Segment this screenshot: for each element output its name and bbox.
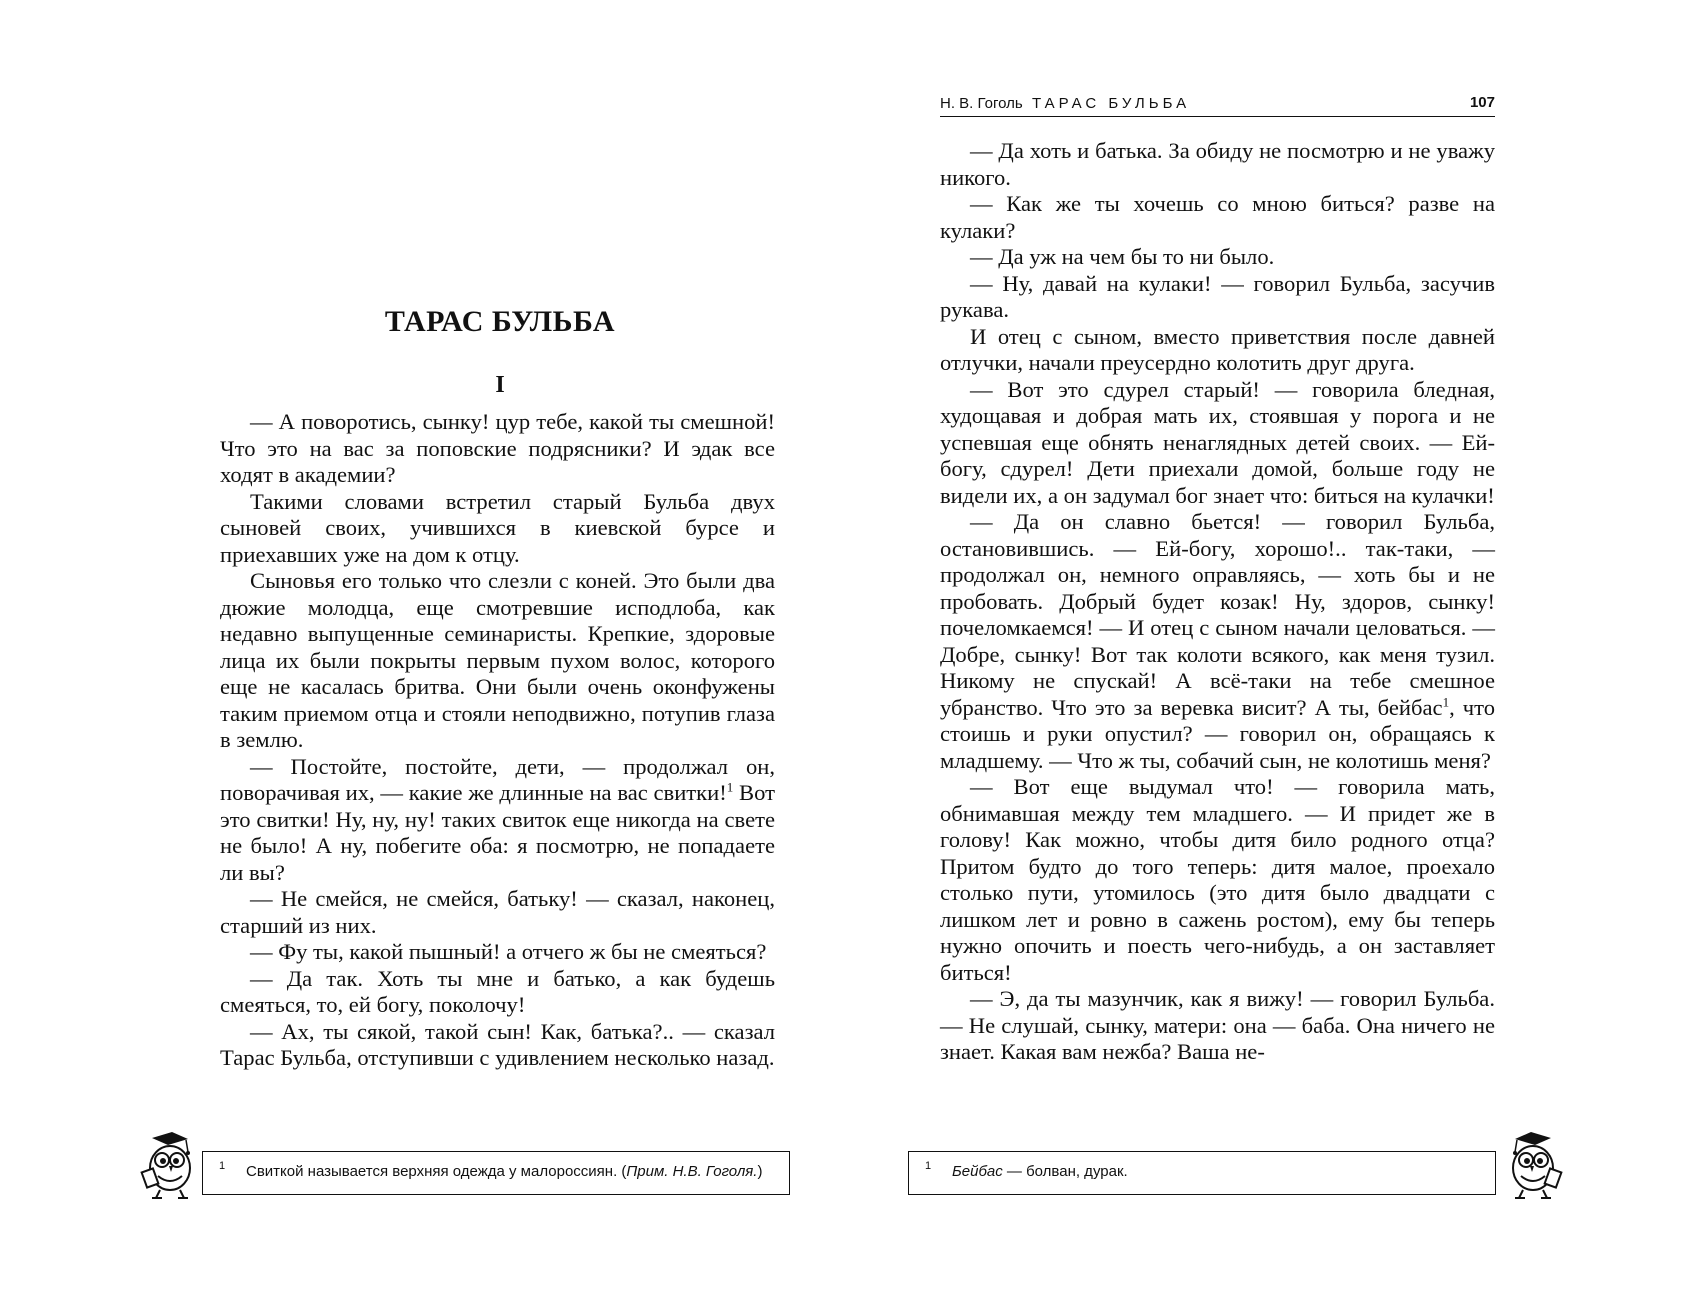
owl-scholar-icon — [1505, 1130, 1565, 1200]
paragraph — [940, 509, 1495, 774]
footnote-text-italic: Прим. Н.В. Гоголя. — [626, 1163, 758, 1180]
paragraph: — Вот это сдурел старый! — говорила бледная, худощавая и добрая мать их, стоявшая у порога и не успевшая еще обнять ненаглядных детей своих. — Ей-богу, сдурел! Дети приехали домой, больше году не видели их, а он задумал бог знает что: биться на кулачки! — [940, 376, 1495, 508]
paragraph: — Да уж на чем бы то ни было. — [970, 244, 1275, 269]
paragraph: — Фу ты, какой пышный! а отчего ж бы не смеяться? — [250, 939, 767, 964]
running-header — [940, 94, 1495, 117]
paragraph: — Не смейся, не смейся, батьку! — сказал, наконец, старший из них. — [220, 886, 775, 938]
paragraph-text: — Да он славно бьется! — говорил Бульба, остановившись. — Ей-богу, хорошо!.. так-таки, — продолжал он, немного оправляясь, — хоть бы и не пробовать. Добрый будет козак! Ну, здоров, сынку! почеломкаемся! — И отец с сыном начали целоваться. — Добре, сынку! Вот так колоти всякого, как меня тузил. Никому не спускай! А всё-таки на тебе смешное убранство. Что это за веревка висит? А ты, бейбас — [940, 509, 1495, 720]
paragraph-text: — Постойте, постойте, дети, — продолжал он, поворачивая их, — какие же длинные на вас свитки! — [220, 753, 775, 805]
paragraph: И отец с сыном, вместо приветствия после давней отлучки, начали преусердно колотить друг друга. — [940, 323, 1495, 375]
header-author: Н. В. Гоголь — [940, 95, 1023, 112]
right-text-column — [940, 138, 1495, 1066]
footnote — [202, 1151, 790, 1195]
footnote-text-main: Свиткой называется верхняя одежда у малороссиян. ( — [246, 1163, 627, 1180]
paragraph-text: Вот это свитки! Ну, ну, ну! таких свиток еще никогда на свете не было! А ну, побегите оба: я посмотрю, не попадаете ли вы? — [220, 780, 775, 885]
right-page — [845, 0, 1690, 1312]
paragraph: Такими словами встретил старый Бульба двух сыновей своих, учившихся в киевской бурсе и приехавших уже на дом к отцу. — [220, 488, 775, 567]
footnote-text-close: ) — [757, 1163, 763, 1180]
paragraph: — Ах, ты сякой, такой сын! Как, батька?.. — сказал Тарас Бульба, отступивши с удивлением несколько назад. — [220, 1018, 775, 1070]
chapter-number: I — [495, 372, 505, 398]
footnote-text-main: — болван, дурак. — [1002, 1163, 1128, 1180]
book-title: ТАРАС БУЛЬБА — [384, 305, 616, 338]
footnote-text-italic: Бейбас — [952, 1163, 1003, 1180]
paragraph: — Вот еще выдумал что! — говорила мать, обнимавшая между тем младшего. — И придет же в голову! Как можно, чтобы дитя било родного отца? Притом будто до того теперь: дитя малое, проехало столько пути, утомилось (это дитя было двадцати с лишком лет и ровно в сажень ростом), ему бы теперь нужно опочить и поесть чего-нибудь, а он заставляет биться! — [940, 774, 1495, 985]
footnote-ref[interactable]: 1 — [726, 779, 734, 795]
paragraph — [220, 754, 775, 887]
header-title: ТАРАС БУЛЬБА — [1032, 95, 1191, 112]
paragraph: — Как же ты хочешь со мною биться? разве на кулаки? — [940, 191, 1495, 243]
footnote-ref[interactable]: 1 — [1442, 693, 1450, 709]
paragraph: — Да так. Хоть ты мне и батько, а как будешь смеяться, то, ей богу, поколочу! — [220, 965, 775, 1017]
paragraph: — Ну, давай на кулаки! — говорил Бульба, засучив рукава. — [940, 270, 1495, 322]
footnote-text — [952, 1163, 1128, 1180]
paragraph: — А поворотись, сынку! цур тебе, какой ты смешной! Что это на вас за поповские подрясники? И эдак все ходят в академии? — [220, 409, 775, 487]
left-text-column — [220, 409, 775, 1072]
footnote-text — [246, 1163, 762, 1180]
paragraph-text: , что стоишь и руки опустил? — говорил он, обращаясь к младшему. — Что ж ты, собачий сын, не колотишь меня? — [940, 694, 1495, 773]
footnote-number: 1 — [219, 1160, 226, 1172]
paragraph: — Э, да ты мазунчик, как я вижу! — говорил Бульба. — Не слушай, сынку, матери: она — баба. Она ничего не знает. Какая вам нежба? Ваша не- — [940, 986, 1495, 1064]
owl-scholar-icon — [138, 1130, 198, 1200]
paragraph: — Да хоть и батька. За обиду не посмотрю и не уважу никого. — [940, 138, 1495, 190]
page-number: 107 — [1469, 94, 1495, 111]
footnote-number: 1 — [925, 1160, 932, 1172]
paragraph: Сыновья его только что слезли с коней. Это были два дюжие молодца, еще смотревшие исподлоба, как недавно выпущенные семинаристы. Крепкие, здоровые лица их были покрыты первым пухом волос, которого еще не касалась бритва. Они были очень оконфужены таким приемом отца и стояли неподвижно, потупив глаза в землю. — [220, 568, 775, 752]
footnote — [908, 1151, 1496, 1195]
